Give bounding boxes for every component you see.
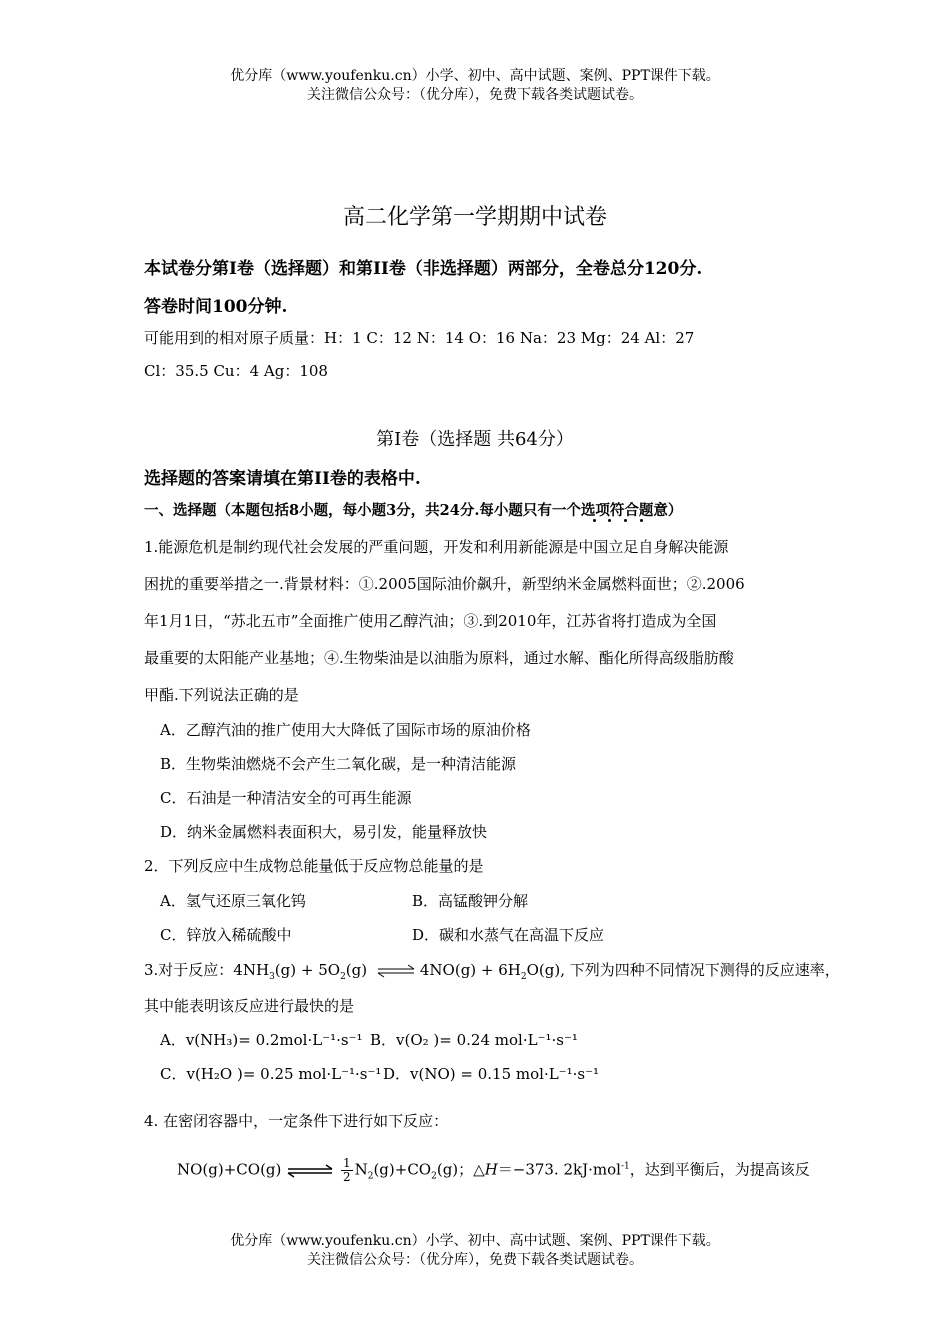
q1-line-4: 最重要的太阳能产业基地；④.生物柴油是以油脂为原料，通过水解、酯化所得高级脂肪酸 bbox=[144, 649, 734, 667]
page-footer bbox=[0, 1232, 950, 1270]
q2-option-b: B．高锰酸钾分解 bbox=[412, 892, 529, 910]
q1-line-3: 年1月1日，“苏北五市”全面推广使用乙醇汽油；③.到2010年，江苏省将打造成为全国 bbox=[144, 612, 717, 630]
header-line-2: 关注微信公众号：（优分库），免费下载各类试题试卷。 bbox=[307, 87, 643, 103]
intro-line-1: 本试卷分第Ⅰ卷（选择题）和第II卷（非选择题）两部分，全卷总分120分. bbox=[144, 259, 703, 279]
emphasis-dot bbox=[624, 519, 627, 522]
section-title: 第Ⅰ卷（选择题 共64分） bbox=[376, 429, 574, 450]
section-note: 选择题的答案请填在第II卷的表格中. bbox=[144, 469, 421, 489]
footer-line-1: 优分库（www.youfenku.cn）小学、初中、高中试题、案例、PPT课件下载。 bbox=[230, 1233, 720, 1249]
reversible-arrow-icon bbox=[372, 963, 420, 979]
q3-line-2: 其中能表明该反应进行最快的是 bbox=[144, 997, 355, 1015]
q1-line-2: 困扰的重要举措之一.背景材料：①.2005国际油价飙升，新型纳米金属燃料面世；②.2006 bbox=[144, 575, 745, 593]
q1-option-a: A．乙醇汽油的推广使用大大降低了国际市场的原油价格 bbox=[160, 721, 531, 739]
q2-option-c: C．锌放入稀硫酸中 bbox=[160, 926, 292, 944]
q2-option-a: A．氢气还原三氧化钨 bbox=[160, 892, 306, 910]
reversible-arrow-icon bbox=[286, 1163, 334, 1179]
q4-stem: 4. 在密闭容器中，一定条件下进行如下反应： bbox=[144, 1112, 449, 1130]
q1-option-d: D．纳米金属燃料表面积大，易引发，能量释放快 bbox=[160, 823, 488, 841]
q4-eq-tail: ，达到平衡后，为提高该反 bbox=[629, 1160, 810, 1179]
atomic-mass-line-1: 可能用到的相对原子质量：H：1 C：12 N：14 O：16 Na：23 Mg：24 Al：27 bbox=[144, 329, 695, 347]
footer-line-2: 关注微信公众号：（优分库），免费下载各类试题试卷。 bbox=[307, 1252, 643, 1268]
page-header bbox=[0, 67, 950, 105]
emphasis-dot bbox=[593, 519, 596, 522]
q3-option-a: A．v(NH₃)= 0.2mol·L⁻¹·s⁻¹ bbox=[160, 1031, 363, 1049]
fraction-one-half: $\frac{1}{2}$ bbox=[342, 1156, 351, 1184]
q4-equation: NO(g)+CO(g) $\frac{1}{2}$ $N_2(g)+CO_2(g)$；△H＝−373. 2kJ·mol$^{-1}$，达到平衡后，为提高该反 bbox=[177, 1156, 810, 1184]
q1-option-b: B．生物柴油燃烧不会产生二氧化碳，是一种清洁能源 bbox=[160, 755, 517, 773]
q4-eq-left: NO(g)+CO(g) bbox=[177, 1160, 282, 1179]
q3-line-1: 3.对于反应：$4NH_3(g) + 5O_2(g) 4NO(g) + 6H_2O(g)$, 下列为四种不同情况下测得的反应速率， bbox=[144, 961, 840, 982]
q1-option-c: C．石油是一种清洁安全的可再生能源 bbox=[160, 789, 412, 807]
emphasis-dot bbox=[608, 519, 611, 522]
exam-title: 高二化学第一学期期中试卷 bbox=[342, 205, 607, 230]
q3-option-c: C．v(H₂O )= 0.25 mol·L⁻¹·s⁻¹ bbox=[160, 1065, 382, 1083]
atomic-mass-line-2: Cl：35.5 Cu：4 Ag：108 bbox=[144, 362, 328, 380]
q3-prefix: 3.对于反应：4NH bbox=[144, 961, 270, 979]
q1-line-1: 1.能源危机是制约现代社会发展的严重问题，开发和利用新能源是中国立足自身解决能源 bbox=[144, 538, 729, 556]
q3-option-b: B．v(O₂ )= 0.24 mol·L⁻¹·s⁻¹ bbox=[370, 1031, 578, 1049]
q3-option-d: D．v(NO) = 0.15 mol·L⁻¹·s⁻¹ bbox=[383, 1065, 600, 1083]
emphasis-dot bbox=[640, 519, 643, 522]
intro-line-2: 答卷时间100分钟. bbox=[144, 297, 288, 317]
q2-option-d: D．碳和水蒸气在高温下反应 bbox=[412, 926, 605, 944]
q1-line-5: 甲酯.下列说法正确的是 bbox=[144, 686, 299, 704]
part-heading: 一、选择题（本题包括8小题，每小题3分，共24分.每小题只有一个选项符合题意） bbox=[144, 502, 683, 519]
q2-stem: 2．下列反应中生成物总能量低于反应物总能量的是 bbox=[144, 857, 484, 875]
q3-tail: O(g), 下列为四种不同情况下测得的反应速率， bbox=[526, 961, 840, 979]
header-line-1: 优分库（www.youfenku.cn）小学、初中、高中试题、案例、PPT课件下载。 bbox=[230, 68, 720, 84]
